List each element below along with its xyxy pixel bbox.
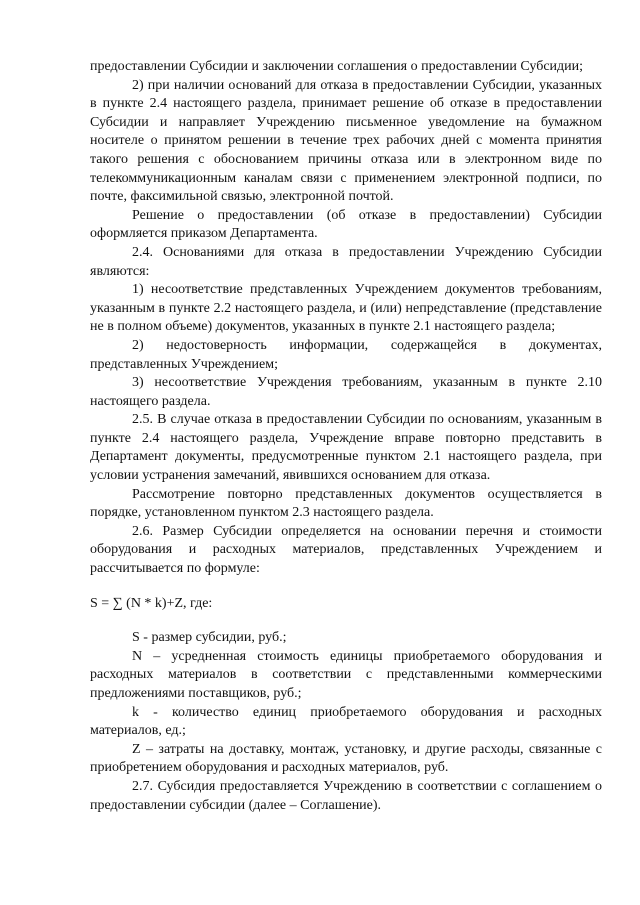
- paragraph-continuation: предоставлении Субсидии и заключении соглашения о предоставлении Субсидии;: [90, 59, 584, 74]
- paragraph-2-4-item-3: 3) несоответствие Учреждения требованиям, указанным в пункте 2.10 настоящего раздела.: [90, 375, 602, 409]
- definition-k: k - количество единиц приобретаемого оборудования и расходных материалов, ед.;: [90, 704, 602, 739]
- paragraph-decision-order: Решение о предоставлении (об отказе в предоставлении) Субсидии оформляется приказом Департамента.: [90, 207, 602, 242]
- paragraph-refusal-decision: 2) при наличии оснований для отказа в предоставлении Субсидии, указанных в пункте 2.4 настоящего раздела, принимает решение об отказе в предоставлении Субсидии и направляет Учреждению письменное уведомление на бумажном носителе о принятом решении в течение трех рабочих дней с момента принятия такого решения с обоснованием причины отказа или в электронном виде по телекоммуникационным каналам связи с применением электронной подписи, по почте, факсимильной связью, электронной почтой.: [90, 77, 602, 205]
- subsidy-formula: S = ∑ (N * k)+Z, где:: [90, 595, 213, 611]
- document-body: [90, 58, 602, 815]
- paragraph-2-6: 2.6. Размер Субсидии определяется на основании перечня и стоимости оборудования и расходных материалов, представленных Учреждением и рассчитывается по формуле:: [90, 523, 602, 577]
- paragraph-2-7: 2.7. Субсидия предоставляется Учреждению в соответствии с соглашением о предоставлении субсидии (далее – Соглашение).: [90, 778, 602, 813]
- paragraph-2-4-item-1: 1) несоответствие представленных Учреждением документов требованиям, указанным в пункте 2.2 настоящего раздела, и (или) непредставление (представление не в полном объеме) документов, указанных в пункте 2.1 настоящего раздела;: [90, 282, 602, 335]
- definition-s: S - размер субсидии, руб.;: [132, 630, 287, 646]
- paragraph-resubmission: Рассмотрение повторно представленных документов осуществляется в порядке, установленном пунктом 2.3 настоящего раздела.: [90, 486, 602, 521]
- definition-z: Z – затраты на доставку, монтаж, установку, и другие расходы, связанные с приобретением оборудования и расходных материалов, руб.: [90, 741, 602, 776]
- definition-n: N – усредненная стоимость единицы приобретаемого оборудования и расходных материалов в соответствии с представленными коммерческими предложениями поставщиков, руб.;: [90, 648, 602, 701]
- paragraph-2-4-item-2: 2) недостоверность информации, содержащейся в документах, представленных Учреждением;: [90, 337, 602, 372]
- paragraph-2-4-heading: 2.4. Основаниями для отказа в предоставлении Учреждению Субсидии являются:: [90, 244, 602, 279]
- paragraph-2-5: 2.5. В случае отказа в предоставлении Субсидии по основаниям, указанным в пункте 2.4 настоящего раздела, Учреждение вправе повторно представить в Департамент документы, предусмотренные пунктом 2.1 настоящего раздела, при условии устранения замечаний, явившихся основанием для отказа.: [90, 412, 602, 484]
